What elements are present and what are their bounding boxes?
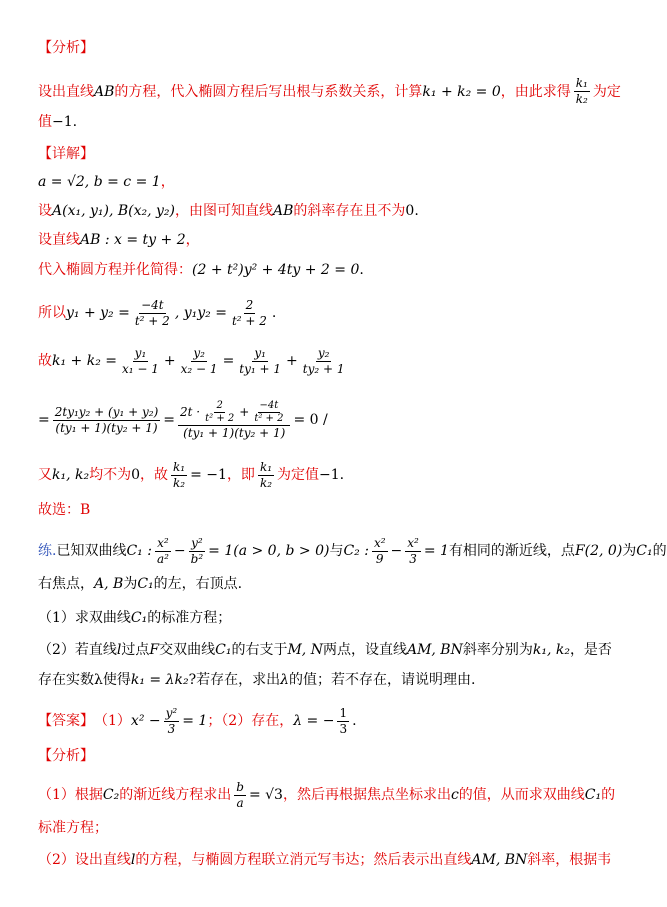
text: ， xyxy=(160,174,175,190)
numerator: −4t xyxy=(259,399,279,411)
math-abc: a = √2, b = c = 1 xyxy=(38,174,161,190)
math: AM, BN xyxy=(471,852,528,868)
analysis-line-1 xyxy=(38,76,622,107)
text: （1）根据 xyxy=(38,787,103,803)
text: （2）设出直线 xyxy=(38,852,131,868)
fraction xyxy=(53,405,161,436)
fraction xyxy=(230,298,269,329)
text: 故 xyxy=(38,353,52,369)
math-eq: k₁ + k₂ = 0 xyxy=(422,83,501,100)
text: ， xyxy=(185,232,200,248)
text: （1） xyxy=(94,713,131,729)
text: 的斜率存在且不为 xyxy=(293,203,406,219)
math-zero: 0 xyxy=(131,467,141,483)
text: 设 xyxy=(38,203,52,219)
numerator: y² xyxy=(191,535,203,550)
math-value: −1. xyxy=(319,467,345,483)
math: = 1(a > 0, b > 0) xyxy=(208,543,330,559)
text: 的右支于 xyxy=(231,642,288,658)
numerator: 2ty₁y₂ + (y₁ + y₂) xyxy=(54,404,159,419)
numerator: x² xyxy=(157,535,169,550)
analysis2-line-3 xyxy=(38,850,622,870)
detail-heading-text: 【详解】 xyxy=(38,146,94,162)
fraction-k1-k2 xyxy=(574,76,590,107)
analysis-heading-text: 【分析】 xyxy=(38,40,94,56)
denominator: (ty₁ + 1)(ty₂ + 1) xyxy=(55,420,158,435)
denominator: ty₁ + 1 xyxy=(239,361,282,376)
text: 两点，设直线 xyxy=(322,642,407,658)
text: 又 xyxy=(38,467,52,483)
math: λ = − xyxy=(293,713,335,729)
text: = 0 / xyxy=(293,412,328,428)
math-quadratic: (2 + t²)y² + 4ty + 2 = 0 xyxy=(192,262,360,278)
text: ；（2）存在， xyxy=(207,713,294,729)
numerator: 1 xyxy=(339,705,348,720)
denominator: b² xyxy=(190,551,204,566)
text: 的 xyxy=(601,787,616,803)
fraction xyxy=(237,346,283,377)
math-line-eq: AB : x = ty + 2 xyxy=(80,232,186,248)
text: 斜率分别为 xyxy=(462,642,533,658)
text: 交双曲线 xyxy=(159,642,216,658)
fraction xyxy=(179,346,220,377)
denominator: x₁ − 1 xyxy=(122,361,159,376)
denominator: x₂ − 1 xyxy=(180,361,218,376)
text: . xyxy=(359,262,364,278)
text: 设直线 xyxy=(38,232,80,248)
problem-line-2 xyxy=(38,574,622,594)
math: C₁ xyxy=(636,543,653,559)
text: ，由图可知直线 xyxy=(175,203,274,219)
math: l xyxy=(130,852,136,868)
math-product: , y₁y₂ = xyxy=(174,305,227,321)
numerator: y² xyxy=(165,705,178,720)
text: 的方程，代入椭圆方程后写出根与系数关系，计算 xyxy=(114,83,423,100)
fraction xyxy=(164,706,180,737)
math: C₁ : xyxy=(126,543,152,559)
math: M, N xyxy=(287,642,323,658)
detail-line-4 xyxy=(38,260,622,280)
denominator: a xyxy=(236,795,244,810)
denominator: k₂ xyxy=(173,475,186,490)
numerator: x² xyxy=(407,535,419,550)
fraction-nested xyxy=(178,400,290,441)
text: 所以 xyxy=(38,305,66,321)
denominator: k₂ xyxy=(259,475,273,490)
detail-line-1 xyxy=(38,172,622,192)
math: F(2, 0) xyxy=(574,543,623,559)
math: = 1 xyxy=(423,543,449,559)
numerator: k₁ xyxy=(173,459,186,474)
math: k₁ = λk₂ xyxy=(130,672,189,688)
detail-line-5 xyxy=(38,296,622,330)
analysis2-line-2 xyxy=(38,818,622,838)
text: 的 xyxy=(652,543,667,559)
text: ，故 xyxy=(140,467,169,483)
text: 有相同的渐近线，点 xyxy=(448,543,575,559)
text: ，然后再根据焦点坐标求出 xyxy=(282,787,451,803)
answer-line xyxy=(38,500,622,520)
math: l xyxy=(116,642,122,658)
text: 的值；若不存在，请说明理由. xyxy=(288,672,476,688)
text: 值 xyxy=(38,114,52,130)
text: 设出直线 xyxy=(38,83,94,100)
text: 为 xyxy=(622,543,637,559)
math: C₁ xyxy=(130,610,148,626)
text: ，是否 xyxy=(569,642,612,658)
text: 右焦点， xyxy=(38,576,94,592)
analysis-heading-text: 【分析】 xyxy=(38,748,94,764)
numerator: y₂ xyxy=(193,345,205,360)
text: 的值，从而求双曲线 xyxy=(458,787,585,803)
fraction xyxy=(234,780,246,811)
math: = √3 xyxy=(248,787,283,803)
answer-text: 故选：B xyxy=(38,502,91,518)
numerator: y₂ xyxy=(317,345,330,360)
text: （1）求双曲线 xyxy=(38,610,131,626)
fraction xyxy=(171,460,187,491)
math-points: A(x₁, y₁), B(x₂, y₂) xyxy=(52,203,176,219)
problem-line-3 xyxy=(38,608,622,628)
math-eq: = −1 xyxy=(190,467,227,483)
math: C₁ xyxy=(215,642,232,658)
math: = 1 xyxy=(182,713,208,729)
fraction xyxy=(155,536,171,567)
fraction xyxy=(372,536,388,567)
math-sum: y₁ + y₂ = xyxy=(66,305,130,321)
answer-heading: 【答案】 xyxy=(38,713,94,729)
detail-line-8 xyxy=(38,458,622,492)
text: 存在实数λ使得 xyxy=(38,672,131,688)
math: C₂ xyxy=(102,787,120,803)
text: 均不为 xyxy=(89,467,132,483)
text: ?若存在，求出 xyxy=(188,672,281,688)
fraction xyxy=(405,536,421,567)
answer-summary xyxy=(38,704,622,738)
math-value: −1. xyxy=(52,114,78,130)
fraction xyxy=(120,346,161,377)
math: k₁, k₂ xyxy=(532,642,570,658)
math-k-sum: k₁ + k₂ = xyxy=(52,353,118,369)
fraction xyxy=(337,706,349,737)
problem-line-5 xyxy=(38,670,622,690)
denominator: t² + 2 xyxy=(231,313,267,328)
text: 的标准方程； xyxy=(147,610,232,626)
fraction xyxy=(258,460,274,491)
numerator: y₁ xyxy=(134,345,147,360)
numerator: 2 xyxy=(245,297,254,312)
detail-line-6: 故 k₁ + k₂ = $\frac{\text{y₁}}{\text{x₁ − 1}}$ + $\frac{\text{y₂}}{\text{x₂ − 1}}$ = $\frac{\text{y₁}}{\text{ty₁ + 1}}$ + $\frac{\text{y₂}}{\text{ty₂ + 1}}$ xyxy=(38,345,345,376)
math-zero: 0. xyxy=(405,203,419,219)
math: A, B xyxy=(94,576,124,592)
text: 为定 xyxy=(592,83,621,100)
denominator: ty₂ + 1 xyxy=(302,361,345,376)
math-ab: AB xyxy=(273,203,294,219)
math-ab: AB xyxy=(94,83,115,100)
math: x² − xyxy=(130,713,161,729)
text: 为 xyxy=(123,576,138,592)
numerator: k₁ xyxy=(259,459,273,474)
numerator: k₁ xyxy=(575,76,588,90)
text: 过点 xyxy=(121,642,150,658)
text: . xyxy=(271,305,277,321)
denominator: t² + 2 xyxy=(254,412,284,424)
text: 斜率，根据韦 xyxy=(527,852,612,868)
detail-line-3 xyxy=(38,230,622,250)
text: 代入椭圆方程并化简得： xyxy=(38,262,192,278)
math: F xyxy=(149,642,160,658)
fraction xyxy=(133,298,172,329)
math: C₁ xyxy=(137,576,154,592)
numerator: y₁ xyxy=(254,345,266,360)
analysis-heading-1 xyxy=(38,38,622,58)
math: λ xyxy=(280,672,289,688)
analysis-line-2 xyxy=(38,112,622,132)
numerator: b xyxy=(236,779,244,794)
detail-line-2 xyxy=(38,201,622,221)
problem-line-4 xyxy=(38,640,622,660)
denominator: 3 xyxy=(409,551,417,566)
text: 的左，右顶点. xyxy=(153,576,243,592)
text: . xyxy=(352,713,357,729)
denominator: t² + 2 xyxy=(134,313,170,328)
detail-heading xyxy=(38,144,622,164)
analysis-heading-2 xyxy=(38,746,622,766)
math: C₂ : xyxy=(343,543,369,559)
denominator: k₂ xyxy=(575,92,588,106)
text: + xyxy=(239,404,250,419)
problem-label: 练. xyxy=(38,543,57,559)
problem-line-1: 练. 已知双曲线 C₁ : $\frac{\text{x²}}{\text{a²}}$ − $\frac{\text{y²}}{\text{b²}}$ = 1(a > 0, b > 0) 与 C₂ : $\frac{\text{x²}}{9}$ − $\frac{\text{x²}}{3}$ = 1 有相同的渐近线，点 F(2, 0) 为 C₁ 的 xyxy=(38,535,667,566)
analysis2-line-1 xyxy=(38,778,622,812)
fraction xyxy=(301,346,347,377)
detail-line-7: = $\frac{\text{2ty₁y₂ + (y₁ + y₂)}}{\text{(ty₁ + 1)(ty₂ + 1)}}$ = 2t · $\frac{2}{\text{t² + 2}}$ + $\frac{-4t}{\text{t² + 2}}$ (ty₁ + 1)(ty₂ + 1) = 0 / xyxy=(38,399,328,440)
math: AM, BN xyxy=(406,642,463,658)
inner-fraction xyxy=(252,400,285,425)
text: 已知双曲线 xyxy=(56,543,127,559)
denominator: t² + 2 xyxy=(205,412,235,424)
inner-fraction xyxy=(203,400,236,425)
numerator: x² xyxy=(373,535,386,550)
denominator: 3 xyxy=(339,721,348,736)
text: （2）若直线 xyxy=(38,642,117,658)
text: ，即 xyxy=(226,467,255,483)
denominator: (ty₁ + 1)(ty₂ + 1) xyxy=(183,425,286,440)
denominator: a² xyxy=(156,551,169,566)
denominator: 3 xyxy=(167,721,176,736)
text: 标准方程； xyxy=(38,820,108,836)
numerator: −4t xyxy=(141,297,164,312)
text: ，由此求得 xyxy=(500,83,571,100)
math-k: k₁, k₂ xyxy=(52,467,90,483)
text: 的方程，与椭圆方程联立消元写韦达；然后表示出直线 xyxy=(135,852,472,868)
numerator: 2 xyxy=(216,399,223,411)
text: 为定值 xyxy=(277,467,320,483)
text: 与 xyxy=(329,543,344,559)
math: c xyxy=(450,787,459,803)
text: 的渐近线方程求出 xyxy=(119,787,232,803)
numerator xyxy=(178,400,290,426)
denominator: 9 xyxy=(375,551,384,566)
text: 2t · xyxy=(180,404,201,419)
fraction xyxy=(189,536,206,567)
math: C₁ xyxy=(584,787,602,803)
